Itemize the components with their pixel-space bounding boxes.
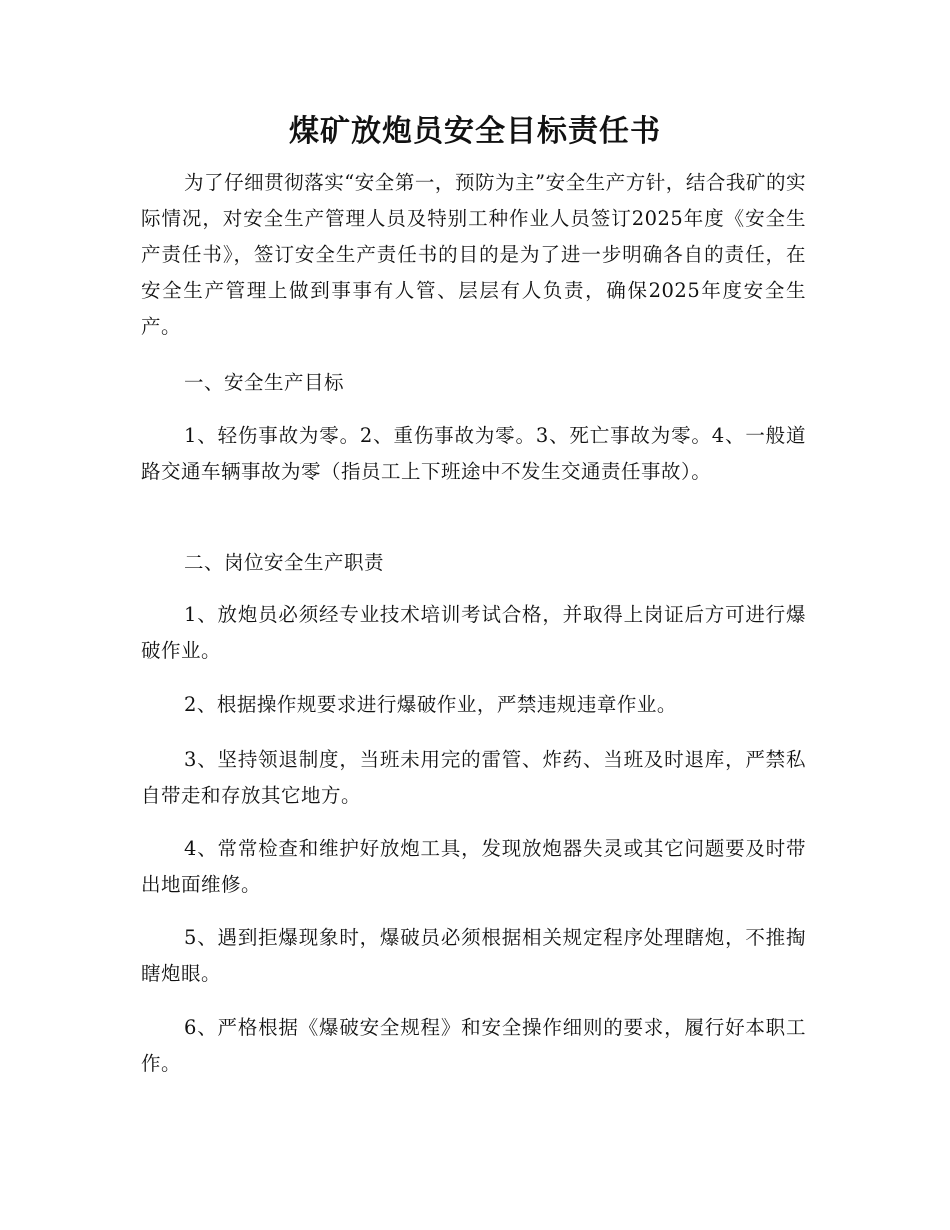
duty-item-5: 5、遇到拒爆现象时，爆破员必须根据相关规定程序处理瞎炮，不推掏瞎炮眼。 bbox=[141, 926, 806, 985]
section-heading-duties: 二、岗位安全生产职责 bbox=[184, 551, 385, 574]
duty-item-2: 2、根据操作规要求进行爆破作业，严禁违规违章作业。 bbox=[184, 693, 677, 716]
duty-item-1: 1、放炮员必须经专业技术培训考试合格，并取得上岗证后方可进行爆破作业。 bbox=[141, 603, 806, 662]
intro-paragraph: 为了仔细贯彻落实“安全第一，预防为主”安全生产方针，结合我矿的实际情况，对安全生产管理人员及特别工种作业人员签订2025年度《安全生产责任书》，签订安全生产责任书的目的是为了进一步明确各自的责任，在安全生产管理上做到事事有人管、层层有人负责，确保2025年度安全生产。 bbox=[141, 171, 806, 338]
duty-item-3: 3、坚持领退制度，当班未用完的雷管、炸药、当班及时退库，严禁私自带走和存放其它地方。 bbox=[141, 748, 806, 807]
section-heading-safety-goals: 一、安全生产目标 bbox=[184, 371, 345, 394]
safety-goals-paragraph: 1、轻伤事故为零。2、重伤事故为零。3、死亡事故为零。4、一般道路交通车辆事故为零（指员工上下班途中不发生交通责任事故）。 bbox=[141, 424, 806, 483]
document-title: 煤矿放炮员安全目标责任书 bbox=[289, 114, 661, 149]
duty-item-6: 6、严格根据《爆破安全规程》和安全操作细则的要求，履行好本职工作。 bbox=[141, 1016, 806, 1075]
duty-item-4: 4、常常检查和维护好放炮工具，发现放炮器失灵或其它问题要及时带出地面维修。 bbox=[141, 837, 806, 896]
